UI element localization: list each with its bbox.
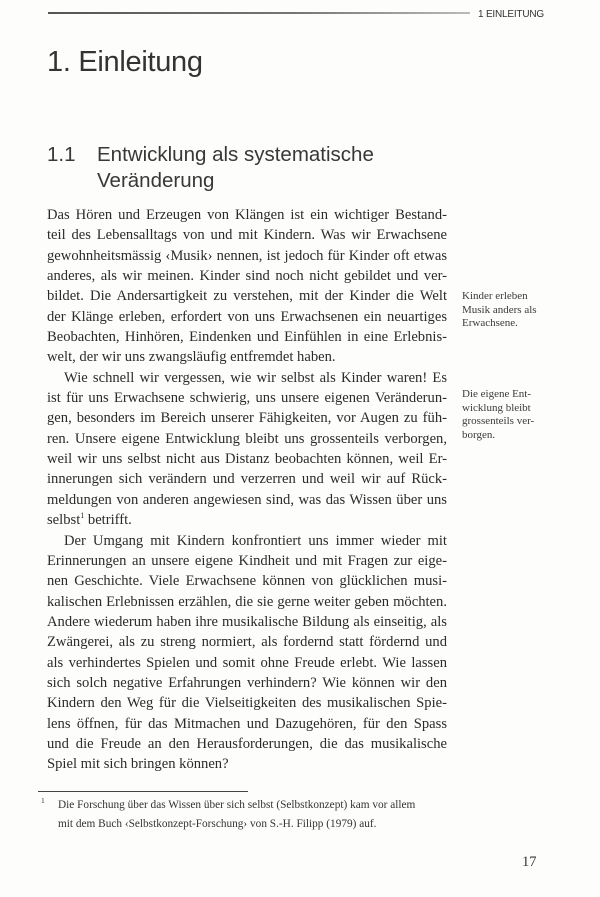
footnote-marker: 1	[41, 796, 45, 805]
text-fragment: betrifft.	[84, 512, 132, 529]
margin-note-line: Musik anders als	[462, 303, 537, 316]
footnote-text	[58, 796, 448, 833]
footnote-line: Die Forschung über das Wissen über sich selbst (Selbstkonzept) kam vor allem	[58, 799, 416, 811]
text-line: teil des Lebensalltags von und mit Kindern. Was wir Erwachsene	[47, 227, 447, 244]
text-line: ist für uns Erwachsene schwierig, uns unsere eigenen Veränderun-	[47, 390, 447, 407]
margin-note-line: grossenteils ver-	[462, 415, 535, 427]
footnote-rule	[38, 791, 248, 792]
body-text	[47, 205, 447, 775]
section-title-line: Entwicklung als systematische	[97, 143, 374, 166]
section-title	[97, 142, 427, 194]
margin-note-line: Die eigene Ent-	[462, 388, 532, 400]
text-line: der Klänge erleben, erfordert von uns Erwachsenen ein neuartiges	[47, 308, 447, 325]
footnote-reference[interactable]: 1	[80, 511, 85, 521]
footnote-line: mit dem Buch ‹Selbstkonzept-Forschung› von S.-H. Filipp (1979) auf.	[58, 817, 377, 830]
margin-note-line: Erwachsene.	[462, 317, 518, 329]
text-line: bildet. Die Andersartigkeit zu verstehen, mit der Kinder die Welt	[47, 288, 447, 305]
text-line: lens öffnen, für das Mitmachen und Dazugehören, für den Spass	[47, 715, 447, 732]
paragraph	[47, 531, 447, 775]
margin-note	[462, 388, 592, 442]
text-line: Zwängerei, als zu streng normiert, als fordernd statt fördernd und	[47, 634, 447, 651]
margin-note-line: borgen.	[462, 428, 496, 441]
text-line: weil wir uns selbst nicht aus Distanz beobachten können, weil Er-	[47, 451, 447, 468]
text-line: Kindern den Weg für die Vielseitigkeiten des musikalischen Spie-	[47, 695, 447, 712]
text-line: sich solch negative Erfahrungen verhindern? Wie können wir den	[47, 674, 447, 691]
margin-note	[462, 290, 592, 331]
text-line: Beobachten, Hinhören, Eindenken und Einfühlen in eine Erlebnis-	[47, 329, 447, 346]
text-line: Wie schnell wir vergessen, wie wir selbst als Kinder waren! Es	[64, 369, 447, 386]
text-line: Spiel mit sich bringen können?	[47, 756, 229, 773]
paragraph	[47, 205, 447, 368]
text-line: Erinnerungen an unsere eigene Kindheit und mit Fragen zur eige-	[47, 552, 447, 569]
text-line: anderes, als wir meinen. Kinder sind noch nicht gebildet und ver-	[47, 268, 447, 285]
margin-note-line: wicklung bleibt	[462, 401, 531, 414]
text-line: nen Geschichte. Viele Erwachsene können von glücklichen musi-	[47, 573, 447, 590]
text-line: gen, besonders im Bereich unserer Fähigkeiten, vor Augen zu füh-	[47, 410, 447, 427]
page-number: 17	[522, 854, 537, 870]
text-fragment: selbst	[47, 512, 81, 529]
header-rule	[48, 12, 470, 14]
section-number: 1.1	[47, 143, 76, 166]
text-line: Andere wiederum haben ihre musikalische Bildung als einseitig, als	[47, 613, 447, 630]
text-line: gewohnheitsmässig ‹Musik› nennen, ist jedoch für Kinder oft etwas	[47, 247, 447, 264]
text-line: und die Freude an den Herausforderungen, die das musikalische	[47, 735, 447, 752]
text-line: als verhindertes Spielen und somit ohne Freude erlebt. Wie lassen	[47, 654, 447, 671]
text-line: innerungen sich verändern und verzerren und weil wir auf Rück-	[47, 471, 447, 488]
text-line: kalischen Erlebnissen erzählen, die sie gerne weiter geben möchten.	[47, 593, 447, 610]
margin-note-line: Kinder erleben	[462, 290, 528, 302]
paragraph	[47, 368, 447, 531]
text-line: ren. Unsere eigene Entwicklung bleibt uns grossenteils verborgen,	[47, 430, 447, 447]
text-line	[47, 510, 447, 530]
section-title-line: Veränderung	[97, 169, 215, 192]
text-line: meldungen von anderen angewiesen sind, was das Wissen über uns	[47, 491, 447, 508]
text-line: Der Umgang mit Kindern konfrontiert uns immer wieder mit	[64, 532, 447, 549]
text-line: Das Hören und Erzeugen von Klängen ist ein wichtiger Bestand-	[47, 207, 447, 223]
running-head: 1 EINLEITUNG	[478, 9, 544, 20]
text-line: welt, der wir uns zwangsläufig entfremdet haben.	[47, 349, 336, 366]
chapter-title: 1. Einleitung	[47, 46, 203, 78]
